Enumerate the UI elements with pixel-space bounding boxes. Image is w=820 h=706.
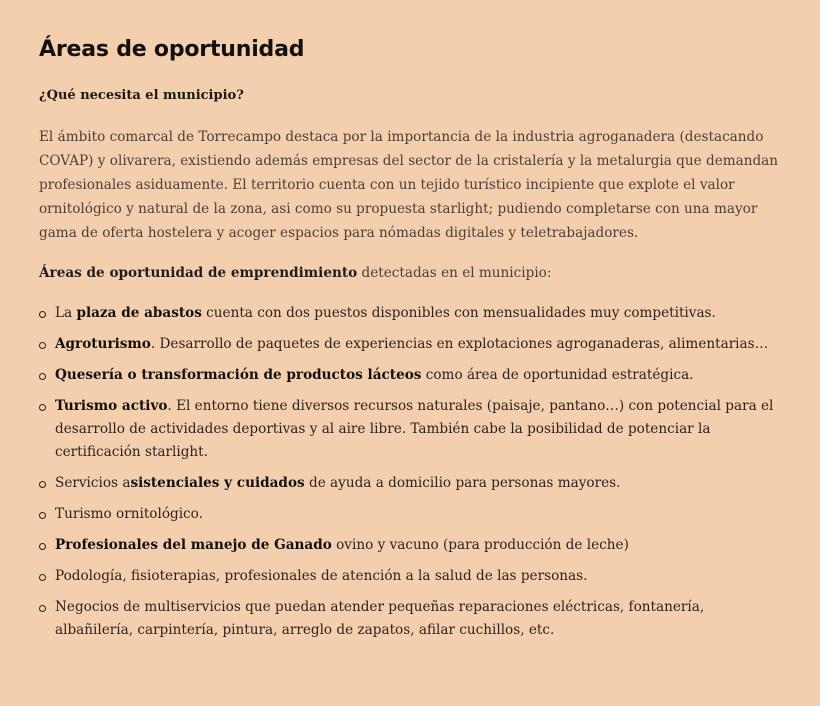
list-item [39,534,779,557]
opportunities-list [39,302,779,642]
item-bold: sistenciales y cuidados [130,475,305,491]
list-item [39,565,779,588]
item-bold: Profesionales del manejo de Ganado [55,537,332,553]
bullet-circle-icon [39,512,46,519]
item-post: ovino y vacuno (para producción de leche) [331,537,629,553]
item-pre: Negocios de multiservicios que puedan atender pequeñas reparaciones eléctricas, fontanería, albañilería, carpintería, pintura, arreglo de zapatos, afilar cuchillos, etc. [55,599,705,638]
list-item [39,596,779,642]
list-item [39,472,779,495]
list-item [39,503,779,526]
item-post: . El entorno tiene diversos recursos naturales (paisaje, pantano…) con potencial para el desarrollo de actividades deportivas y al aire libre. También cabe la posibilidad de potenciar la certificación starlight. [55,398,774,460]
item-bold: Turismo activo [55,398,168,414]
bullet-circle-icon [39,342,46,349]
item-post: como área de oportunidad estratégica. [421,367,694,383]
item-post: cuenta con dos puestos disponibles con mensualidades muy competitivas. [201,305,716,321]
list-item [39,395,779,464]
item-pre: Servicios a [55,475,131,491]
item-pre: La [55,305,77,321]
item-bold: Agroturismo [55,336,151,352]
section-question: ¿Qué necesita el municipio? [39,88,244,103]
intro-paragraph: El ámbito comarcal de Torrecampo destaca por la importancia de la industria agroganadera (destacando COVAP) y olivarera, existiendo además empresas del sector de la cristalería y la metalurgia que demandan profesionales asiduamente. El territorio cuenta con un tejido turístico incipiente que explote el valor ornitológico y natural de la zona, asi como su propuesta starlight; pudiendo completarse con una mayor gama de oferta hostelera y acoger espacios para nómadas digitales y teletrabajadores. [39,129,779,241]
lead-rest-text: detectadas en el municipio: [357,265,552,281]
bullet-circle-icon [39,574,46,581]
bullet-circle-icon [39,481,46,488]
page-title: Áreas de oportunidad [39,37,305,62]
article-section [39,34,779,650]
opportunities-lead [39,261,779,285]
list-item [39,333,779,356]
list-item [39,302,779,325]
item-post: . Desarrollo de paquetes de experiencias en explotaciones agroganaderas, alimentarias… [150,336,769,352]
item-bold: Quesería o transformación de productos lácteos [55,367,422,383]
item-pre: Podología, fisioterapias, profesionales de atención a la salud de las personas. [55,568,588,584]
item-post: de ayuda a domicilio para personas mayores. [304,475,621,491]
item-pre: Turismo ornitológico. [55,506,203,522]
bullet-circle-icon [39,404,46,411]
list-item [39,364,779,387]
bullet-circle-icon [39,311,46,318]
bullet-circle-icon [39,543,46,550]
lead-bold-text: Áreas de oportunidad de emprendimiento [39,265,358,281]
bullet-circle-icon [39,373,46,380]
item-bold: plaza de abastos [76,305,202,321]
bullet-circle-icon [39,605,46,612]
